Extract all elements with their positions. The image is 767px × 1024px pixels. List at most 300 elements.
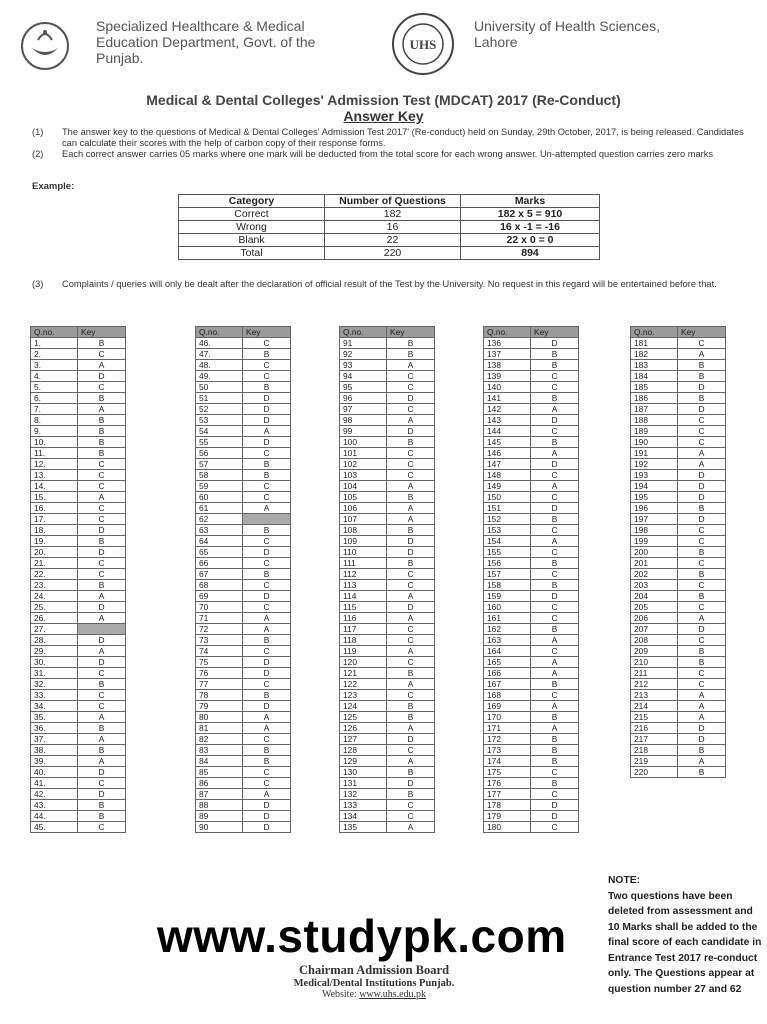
table-row — [631, 426, 726, 437]
table-row — [631, 723, 726, 734]
question-number: 164 — [484, 646, 531, 657]
answer-key-cell: A — [243, 426, 291, 437]
question-number: 8. — [31, 415, 78, 426]
answer-key-cell: B — [78, 679, 126, 690]
table-row — [31, 679, 126, 690]
answer-key-cell: C — [678, 525, 726, 536]
answer-key-cell: C — [243, 679, 291, 690]
question-number: 208 — [631, 635, 678, 646]
table-header-row — [484, 327, 579, 338]
table-row — [196, 690, 291, 701]
table-row — [484, 591, 579, 602]
table-row — [340, 778, 435, 789]
answer-key-cell: C — [387, 459, 435, 470]
table-cell: 22 x 0 = 0 — [461, 234, 600, 247]
answer-key-cell: A — [387, 723, 435, 734]
question-number: 173 — [484, 745, 531, 756]
answer-key-cell: B — [243, 690, 291, 701]
answer-key-cell: B — [78, 723, 126, 734]
table-row — [484, 536, 579, 547]
table-row — [196, 701, 291, 712]
table-row — [340, 767, 435, 778]
question-number: 161 — [484, 613, 531, 624]
note-title: NOTE: — [608, 875, 641, 886]
answer-key-cell: B — [387, 349, 435, 360]
answer-key-cell: D — [678, 514, 726, 525]
table-row — [31, 536, 126, 547]
question-number: 27. — [31, 624, 78, 635]
answer-key-cell: B — [678, 745, 726, 756]
question-number: 122 — [340, 679, 387, 690]
table-row — [631, 349, 726, 360]
answer-key-cell: D — [678, 734, 726, 745]
note-text: Two questions have been deleted from assessment and 10 Marks shall be added to the final score of each candidate in Entrance Test 2017 re-conduct only. The Questions appear at question number 27 and 62 — [608, 890, 762, 995]
note-text: Each correct answer carries 05 marks where one mark will be deducted from the total score for each wrong answer. Un-attempted question carries zero marks — [62, 149, 714, 159]
table-row — [484, 800, 579, 811]
note-item — [32, 279, 767, 290]
table-row — [631, 767, 726, 778]
question-number: 38. — [31, 745, 78, 756]
table-row — [31, 558, 126, 569]
question-number: 4. — [31, 371, 78, 382]
answer-key-cell: D — [387, 547, 435, 558]
question-number: 15. — [31, 492, 78, 503]
table-row — [196, 514, 291, 525]
table-row — [196, 745, 291, 756]
table-row — [340, 492, 435, 503]
answer-key-cell: D — [531, 338, 579, 349]
question-number: 87 — [196, 789, 243, 800]
table-row — [340, 811, 435, 822]
answer-key-cell: C — [387, 569, 435, 580]
answer-key-cell: A — [78, 404, 126, 415]
answer-key-cell: C — [531, 547, 579, 558]
table-row — [31, 822, 126, 833]
question-number: 145 — [484, 437, 531, 448]
question-number: 155 — [484, 547, 531, 558]
question-number: 3. — [31, 360, 78, 371]
question-number: 193 — [631, 470, 678, 481]
table-row — [196, 470, 291, 481]
answer-key-cell: C — [243, 536, 291, 547]
question-number: 110 — [340, 547, 387, 558]
question-number: 47. — [196, 349, 243, 360]
question-number: 113 — [340, 580, 387, 591]
answer-key-cell: B — [531, 734, 579, 745]
answer-key-cell: A — [387, 679, 435, 690]
answer-key-cell: B — [531, 558, 579, 569]
signatory-office: Medical/Dental Institutions Punjab. — [293, 978, 455, 989]
answer-key-table — [630, 326, 726, 778]
question-number: 37. — [31, 734, 78, 745]
table-row — [631, 745, 726, 756]
deleted-question-cell — [243, 514, 291, 525]
question-number: 116 — [340, 613, 387, 624]
answer-key-cell: C — [387, 382, 435, 393]
table-row — [340, 437, 435, 448]
answer-key-cell: C — [78, 459, 126, 470]
table-row — [631, 756, 726, 767]
table-row — [196, 580, 291, 591]
answer-key-cell: C — [678, 635, 726, 646]
answer-key-cell: C — [243, 580, 291, 591]
question-number: 35. — [31, 712, 78, 723]
answer-key-cell: B — [243, 470, 291, 481]
punjab-govt-logo — [20, 18, 70, 74]
answer-key-cell: B — [678, 503, 726, 514]
answer-key-cell: B — [531, 624, 579, 635]
answer-key-cell: B — [678, 360, 726, 371]
table-row — [484, 492, 579, 503]
question-number: 169 — [484, 701, 531, 712]
table-row — [631, 492, 726, 503]
answer-key-cell: A — [243, 613, 291, 624]
question-number: 159 — [484, 591, 531, 602]
answer-key-cell: D — [678, 470, 726, 481]
table-row — [196, 415, 291, 426]
answer-key-cell: C — [243, 338, 291, 349]
question-number: 11. — [31, 448, 78, 459]
table-row — [484, 635, 579, 646]
table-row — [484, 437, 579, 448]
question-number: 134 — [340, 811, 387, 822]
table-row — [31, 470, 126, 481]
table-cell: 22 — [325, 234, 461, 247]
question-number: 82 — [196, 734, 243, 745]
question-number: 216 — [631, 723, 678, 734]
answer-key-cell: B — [387, 668, 435, 679]
question-number: 65 — [196, 547, 243, 558]
question-number: 212 — [631, 679, 678, 690]
answer-key-cell: C — [243, 778, 291, 789]
table-row — [484, 811, 579, 822]
table-row — [631, 657, 726, 668]
answer-key-cell: A — [78, 646, 126, 657]
answer-key-cell: B — [78, 415, 126, 426]
answer-key-cell: C — [531, 426, 579, 437]
answer-key-cell: C — [531, 822, 579, 833]
question-number: 28. — [31, 635, 78, 646]
table-header: Key — [531, 327, 579, 338]
table-row — [484, 624, 579, 635]
table-row — [31, 624, 126, 635]
question-number: 70 — [196, 602, 243, 613]
question-number: 175 — [484, 767, 531, 778]
answer-key-cell: B — [531, 437, 579, 448]
answer-key-cell: D — [531, 811, 579, 822]
question-number: 68 — [196, 580, 243, 591]
note-text: Complaints / queries will only be dealt after the declaration of official result of the Test by the University. No request in this regard will be entertained before that. — [62, 279, 717, 289]
answer-key-cell: D — [387, 393, 435, 404]
question-number: 76 — [196, 668, 243, 679]
answer-key-cell: A — [243, 712, 291, 723]
table-cell: 16 — [325, 221, 461, 234]
table-row — [340, 481, 435, 492]
table-row — [484, 459, 579, 470]
question-number: 176 — [484, 778, 531, 789]
table-row — [31, 382, 126, 393]
answer-key-cell: B — [78, 448, 126, 459]
table-row — [340, 547, 435, 558]
question-number: 63 — [196, 525, 243, 536]
answer-key-cell: C — [387, 811, 435, 822]
question-number: 72 — [196, 624, 243, 635]
answer-key-cell: C — [387, 657, 435, 668]
table-row — [631, 569, 726, 580]
signatory-title: Chairman Admission Board — [298, 963, 450, 977]
table-row — [31, 448, 126, 459]
question-number: 74 — [196, 646, 243, 657]
question-number: 128 — [340, 745, 387, 756]
question-number: 204 — [631, 591, 678, 602]
table-cell: Total — [179, 247, 325, 260]
question-number: 131 — [340, 778, 387, 789]
answer-key-cell: D — [678, 481, 726, 492]
answer-key-cell: C — [678, 580, 726, 591]
table-row — [484, 415, 579, 426]
table-row — [484, 558, 579, 569]
question-number: 81 — [196, 723, 243, 734]
answer-key-cell: C — [78, 514, 126, 525]
answer-key-cell: B — [243, 569, 291, 580]
answer-key-cell: D — [78, 602, 126, 613]
question-number: 88 — [196, 800, 243, 811]
deletion-note — [608, 873, 763, 997]
table-row — [196, 404, 291, 415]
answer-key-cell: C — [78, 349, 126, 360]
question-number: 149 — [484, 481, 531, 492]
table-cell: 182 — [325, 208, 461, 221]
answer-key-cell: B — [387, 558, 435, 569]
note-number: (1) — [32, 127, 44, 137]
answer-key-cell: C — [243, 481, 291, 492]
answer-key-cell: B — [531, 514, 579, 525]
table-row — [484, 338, 579, 349]
answer-key-cell: C — [531, 767, 579, 778]
table-header-row — [31, 327, 126, 338]
question-number: 160 — [484, 602, 531, 613]
question-number: 118 — [340, 635, 387, 646]
table-row — [340, 558, 435, 569]
answer-key-cell: B — [531, 393, 579, 404]
question-number: 85 — [196, 767, 243, 778]
question-number: 163 — [484, 635, 531, 646]
answer-key-cell: A — [387, 613, 435, 624]
question-number: 91 — [340, 338, 387, 349]
question-number: 58 — [196, 470, 243, 481]
answer-key-cell: A — [531, 404, 579, 415]
question-number: 24. — [31, 591, 78, 602]
table-row — [340, 668, 435, 679]
question-number: 99 — [340, 426, 387, 437]
table-row — [31, 778, 126, 789]
question-number: 111 — [340, 558, 387, 569]
question-number: 44. — [31, 811, 78, 822]
question-number: 71 — [196, 613, 243, 624]
table-row — [631, 591, 726, 602]
table-row — [196, 481, 291, 492]
table-row — [196, 382, 291, 393]
question-number: 66 — [196, 558, 243, 569]
question-number: 211 — [631, 668, 678, 679]
table-row — [31, 569, 126, 580]
question-number: 125 — [340, 712, 387, 723]
table-header: Key — [243, 327, 291, 338]
table-row — [340, 679, 435, 690]
table-row — [484, 525, 579, 536]
question-number: 123 — [340, 690, 387, 701]
question-number: 104 — [340, 481, 387, 492]
answer-key-cell: A — [78, 734, 126, 745]
question-number: 202 — [631, 569, 678, 580]
question-number: 139 — [484, 371, 531, 382]
table-row — [340, 536, 435, 547]
table-row — [31, 525, 126, 536]
table-row — [631, 371, 726, 382]
table-row — [31, 547, 126, 558]
table-row — [196, 360, 291, 371]
answer-key-cell: C — [387, 470, 435, 481]
table-header: Category — [179, 195, 325, 208]
question-number: 151 — [484, 503, 531, 514]
website-link[interactable]: www.uhs.edu.pk — [359, 989, 427, 1000]
table-row — [31, 580, 126, 591]
table-header: Q.no. — [484, 327, 531, 338]
question-number: 33. — [31, 690, 78, 701]
table-row — [31, 613, 126, 624]
question-number: 50 — [196, 382, 243, 393]
table-row — [631, 338, 726, 349]
table-row — [484, 404, 579, 415]
question-number: 86 — [196, 778, 243, 789]
question-number: 53 — [196, 415, 243, 426]
note-number: (3) — [32, 279, 44, 289]
answer-key-cell: A — [678, 613, 726, 624]
table-row — [31, 503, 126, 514]
question-number: 49. — [196, 371, 243, 382]
answer-key-cell: D — [243, 415, 291, 426]
answer-key-cell: A — [531, 481, 579, 492]
answer-key-cell: B — [678, 569, 726, 580]
question-number: 106 — [340, 503, 387, 514]
table-row — [631, 558, 726, 569]
question-number: 29. — [31, 646, 78, 657]
table-header-row — [340, 327, 435, 338]
table-row — [484, 701, 579, 712]
answer-key-cell: D — [531, 591, 579, 602]
answer-key-cell: A — [243, 789, 291, 800]
answer-key-cell: A — [387, 481, 435, 492]
answer-key-cell: C — [78, 569, 126, 580]
question-number: 12. — [31, 459, 78, 470]
question-number: 117 — [340, 624, 387, 635]
answer-key-cell: B — [243, 349, 291, 360]
table-row — [631, 624, 726, 635]
table-row — [196, 492, 291, 503]
answer-key-cell: A — [387, 756, 435, 767]
question-number: 30. — [31, 657, 78, 668]
table-row — [484, 602, 579, 613]
answer-key-cell: C — [243, 734, 291, 745]
table-row — [196, 393, 291, 404]
answer-key-cell: B — [78, 536, 126, 547]
table-row — [484, 679, 579, 690]
example-label: Example: — [32, 181, 75, 192]
answer-key-cell: C — [531, 613, 579, 624]
answer-key-cell: A — [387, 591, 435, 602]
table-row — [484, 778, 579, 789]
question-number: 199 — [631, 536, 678, 547]
table-row — [196, 525, 291, 536]
answer-key-cell: B — [243, 745, 291, 756]
table-row — [340, 360, 435, 371]
table-row — [196, 437, 291, 448]
table-row — [340, 470, 435, 481]
table-row — [340, 349, 435, 360]
answer-key-cell: C — [243, 602, 291, 613]
website-label: Website: — [321, 989, 357, 1000]
answer-key-cell: B — [387, 789, 435, 800]
question-number: 62 — [196, 514, 243, 525]
table-row — [340, 646, 435, 657]
question-number: 184 — [631, 371, 678, 382]
answer-key-cell: D — [387, 602, 435, 613]
question-number: 89 — [196, 811, 243, 822]
answer-key-cell: B — [243, 382, 291, 393]
answer-key-cell: D — [78, 371, 126, 382]
answer-key-cell: D — [531, 503, 579, 514]
table-row — [484, 360, 579, 371]
question-number: 43. — [31, 800, 78, 811]
answer-key-cell: C — [678, 536, 726, 547]
answer-key-cell: A — [387, 646, 435, 657]
question-number: 214 — [631, 701, 678, 712]
question-number: 96 — [340, 393, 387, 404]
table-row — [31, 404, 126, 415]
question-number: 147 — [484, 459, 531, 470]
answer-key-cell: C — [387, 448, 435, 459]
answer-key-cell: B — [678, 393, 726, 404]
table-row — [31, 349, 126, 360]
table-row — [196, 723, 291, 734]
letterhead-department: Specialized Healthcare & Medical Education Department, Govt. of the Punjab. — [96, 18, 316, 66]
question-number: 22. — [31, 569, 78, 580]
answer-key-cell: B — [243, 635, 291, 646]
answer-key-cell: C — [678, 437, 726, 448]
answer-key-cell: C — [78, 822, 126, 833]
question-number: 23. — [31, 580, 78, 591]
table-row — [196, 679, 291, 690]
table-row — [340, 800, 435, 811]
answer-key-cell: A — [78, 591, 126, 602]
answer-key-table — [30, 326, 126, 833]
question-number: 41. — [31, 778, 78, 789]
answer-key-cell: B — [678, 547, 726, 558]
table-row — [196, 448, 291, 459]
table-header-row — [196, 327, 291, 338]
answer-key-cell: D — [78, 635, 126, 646]
table-row — [631, 547, 726, 558]
deleted-question-cell — [78, 624, 126, 635]
question-number: 97 — [340, 404, 387, 415]
answer-key-cell: C — [243, 371, 291, 382]
answer-key-cell: B — [387, 767, 435, 778]
question-number: 150 — [484, 492, 531, 503]
answer-key-cell: C — [531, 602, 579, 613]
answer-key-cell: C — [78, 778, 126, 789]
document-subtitle: Answer Key — [343, 108, 424, 124]
question-number: 203 — [631, 580, 678, 591]
